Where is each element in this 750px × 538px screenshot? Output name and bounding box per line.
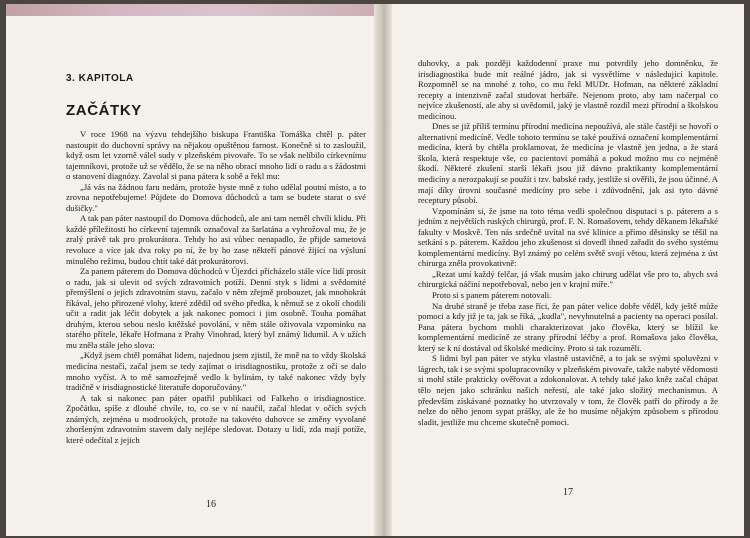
page-number: 17	[563, 487, 573, 498]
paragraph: Za panem páterem do Domova důchodců v Újezdci přicházelo stále více lidí prosit o radu, jak si ulevit od svých zdravotních potíží. Denní styk s lidmi a svědomité přemýšlení o jejich zdravotním stavu, začalo v něm zřejmě probouzet, jak mnohokrát říkával, jeho přirozené vlohy, které zdědil od svého předka, k němuž se z okolí chodili učit a radit jak léčit dobytek a jak nakonec pomoci i jim osobně. Touha pomáhat druhým, kterou sebou neslo kněžské povolání, v něm stále oživovala vzpomínku na starého přítele, lékaře Hofmana z Prahy Vinohrad, který byl známý lidumil. A v užích mu zněla stále jeho slova:	[66, 266, 366, 350]
chapter-label: 3. KAPITOLA	[66, 73, 134, 84]
paragraph: Dnes se již příliš termínu přírodní medicína nepoužívá, ale stále častěji se hovoří o alternativní medicíně. Vedle tohoto termínu se také používá označení komplementární medicína, která by chtěla proklamovat, že medicína je vlastně jen jedna, a že stará škola, která respektuje vše, co pacientovi pomáhá a pokud možno mu co nejméně škodí. Některé zkušení starší lékaři jsou již dávno praktikanty komplementární medicíny a nerozpakují se použít i tzv. babské rady, jestliže si ověřili, že jsou účinné. A mají díky úrovni současné medicíny pro sebe i zdůvodnění, jak asi tyto dávné receptury působí.	[418, 121, 718, 206]
paragraph: „Rezat umí každý felčar, já však musím jako chirurg udělat vše pro to, abych svá chirurgická náčiní nepotřeboval, nebo jen v krajní míře."	[418, 268, 718, 290]
paragraph: Na druhé straně je třeba zase říci, že pan páter velice dobře věděl, kdy ještě může pomoci a kdy již je ta, jak se říká, „kudla", nevyhnutelná a pacienty na operaci posílal. Pana pátera bychom mohli charakterizovat jako člověka, který se blížil ke komplementární medicíně ze strany přírodní léčby a prof. Romašova jako člověka, který se k ní dostával od školské medicíny. Proto si tak rozuměli.	[418, 300, 718, 353]
paragraph: A tak si nakonec pan páter opatřil publikaci od Falkeho o irisdiagnostice. Zpočátku, spíše z dlouhé chvíle, to, co se v ní naučil, začal hledat v očích svých známých, zejména u modrookých, protože na takovéto duhovce se změny vyvolané zhoršeným zdravotním stavem daly nejlépe sledovat. Dotazy u lidí, zda mají potíže, které odečítal z jejich	[66, 392, 366, 445]
paragraph: „Já vás na žádnou faru nedám, protože byste mně z toho udělal poutní místo, a to zrovna nepotřebujeme! Půjdete do Domova důchodců a tam se budete starat o své dušičky."	[66, 181, 366, 213]
paragraph: A tak pan páter nastoupil do Domova důchodců, ale ani tam neměl chvíli klidu. Při každé příležitosti ho církevní tajemník označoval za šarlatána a vyhrožoval mu, že je zralý právě tak pro prokurátora. Tehdy ho asi vůbec nenapadlo, že přijde sametová revoluce a více jak dva roky po ní, že by ho zase někteří pánové žijící na výsluní minulého režimu, budou chtít také dát prokurátorovi.	[66, 213, 366, 266]
right-page	[418, 4, 718, 536]
chapter-title: ZAČÁTKY	[66, 102, 142, 119]
paragraph: Proto si s panem páterem notovali.	[432, 290, 552, 301]
book-gutter	[374, 4, 392, 536]
book-spread	[6, 4, 744, 536]
left-page	[66, 4, 366, 536]
paragraph: Vzpomínám si, že jsme na toto téma vedli společnou disputaci s p. páterem a s jedním z největších ruských chirurgů, prof. F. N. Romašovem, tehdy děkanem lékařské fakulty v Moskvě. Ten nás srdečně uvítal na své klinice a přímo děsinsky se těšil na setkání s p. páterem. Každou jeho zkušenost si dovedl ihned zařadit do svého systému komplementární medicíny. Byl známý po celém světě svojí větou, která zejména z úst chirurga zněla provokativně:	[418, 205, 718, 269]
paragraph: S lidmi byl pan páter ve styku vlastně ustavičně, a to jak se svými spoluvězni v lágrech, tak i se svými spolupracovníky v plzeňském pivovaře, takže nabyté vědomosti si mohl stále prakticky ověřovat a zdokonalovat. A tehdy také jako kněz začal chápat tělo nejen jako schránku našich neřestí, ale také jako složitý mechanismus. A především získávané poznatky ho utvrzovaly v tom, že člověk patří do přírody a že nelze do něho jenom sypat prášky, ale že ho musíme nějakým způsobem s přírodou sladit, jestliže mu chceme skutečně pomoci.	[418, 353, 718, 427]
left-page-body	[66, 129, 366, 445]
paragraph: duhovky, a pak později každodenní praxe mu potvrdily jeho domněnku, že irisdiagnostika bude mít reálné jádro, jak si vysvětlíme v následující kapitole. Rozpomněl se na mnohé z toho, co mu řekl MUDr. Hofman, na některé základní recepty a intenzivně začal studovat herbáře. Nejenom proto, aby tam načerpal co nejvíce zkušeností, ale aby si uvědomil, jaký je vlastně rozdíl mezi přírodní a školskou medicínou.	[418, 58, 718, 121]
paragraph: V roce 1968 na výzvu tehdejšího biskupa Františka Tomáška chtěl p. páter nastoupit do duchovní správy na nějakou opuštěnou farnost. Konečně si to zasloužil, když osm let vzorně válel sudy v plzeňském pivovaře. To se však nelíbilo církevnímu tajemníkovi, protože už se vědělo, že se na něho obrací mnoho lidí o radu a s žádostmi o stanovení diagnózy. Zavolal si pana pátera k sobě a řekl mu:	[66, 129, 366, 182]
paragraph: „Když jsem chtěl pomáhat lidem, najednou jsem zjistil, že mně na to vždy školská medicína nestačí, začal jsem se tedy zajímat o irisdiagnostiku, protože z očí se dalo mnoho vyčíst. A to mě samozřejmě vedlo k bylinám, ty také nakonec vždy byly tradičně v irisdiagnostické literatuře doporučovány."	[66, 350, 366, 393]
right-page-body	[418, 58, 718, 427]
page-number: 16	[206, 499, 216, 510]
